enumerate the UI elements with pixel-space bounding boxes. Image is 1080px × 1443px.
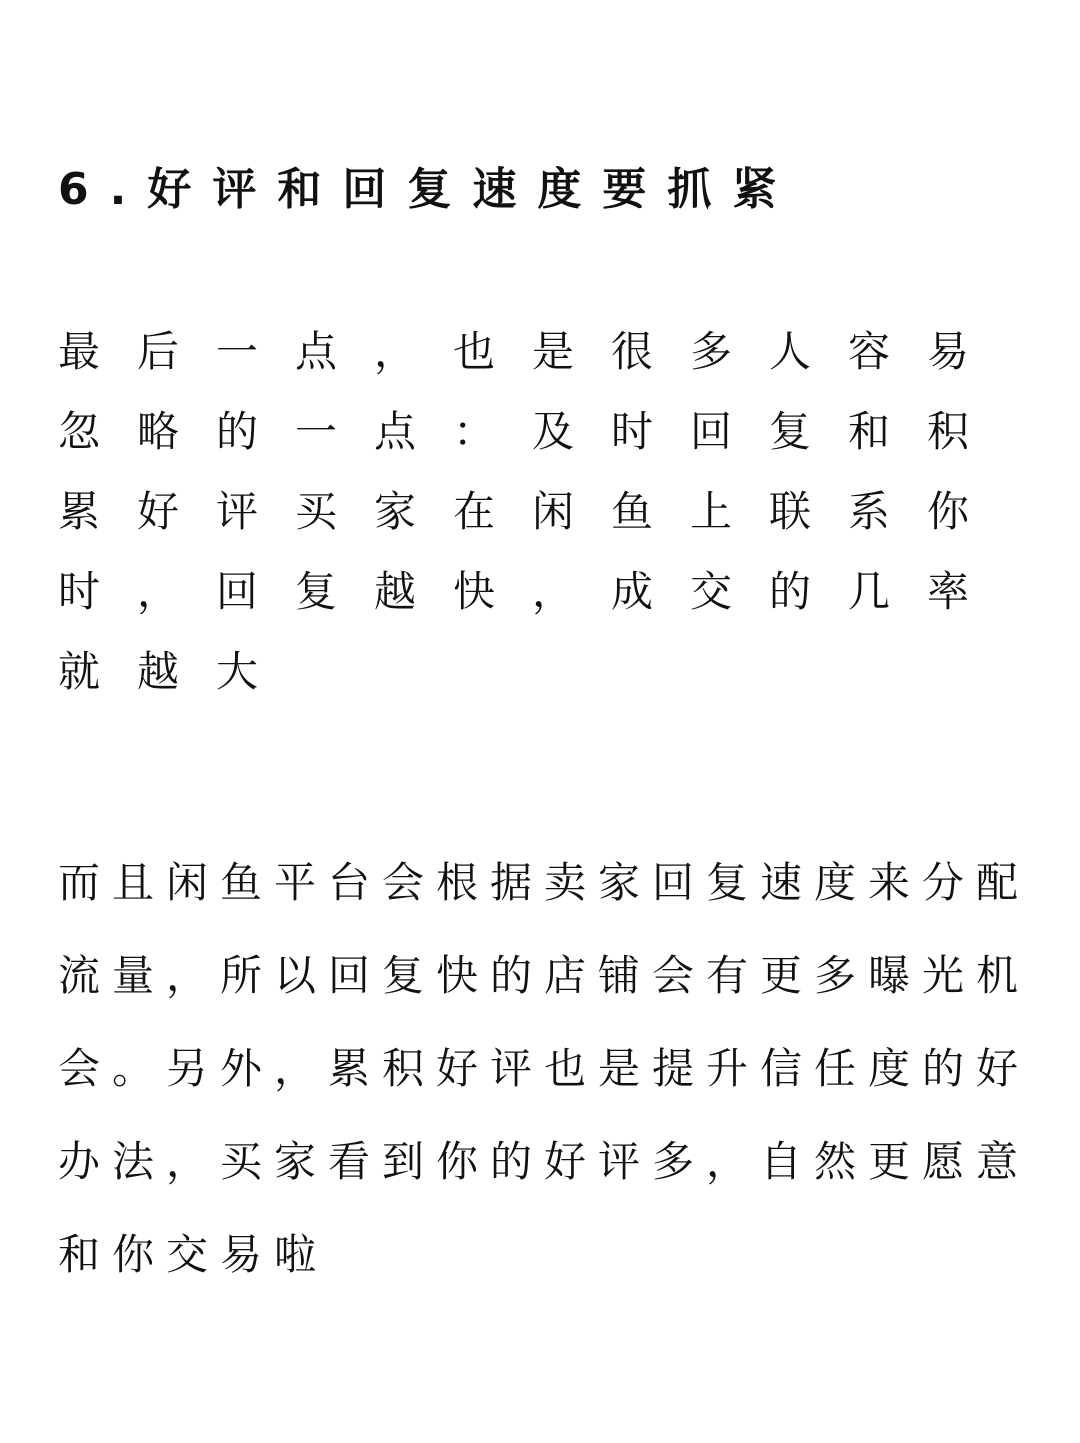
paragraph-line: 忽略的一点：及时回复和积 — [58, 407, 1007, 456]
paragraph-line: 办法，买家看到你的好评多，自然更愿意 — [58, 1137, 1031, 1186]
paragraph-line: 流量，所以回复快的店铺会有更多曝光机 — [58, 951, 1031, 1000]
paragraph-line: 和你交易啦 — [58, 1230, 329, 1279]
paragraph-intro — [58, 312, 1018, 712]
paragraph-line: 而且闲鱼平台会根据卖家回复速度来分配 — [58, 858, 1031, 907]
section-heading: 6.好评和回复速度要抓紧 — [58, 164, 798, 215]
paragraph-line: 就越大 — [58, 647, 296, 696]
paragraph-line: 累好评买家在闲鱼上联系你 — [58, 487, 1007, 536]
paragraph-line: 最后一点，也是很多人容易 — [58, 327, 1007, 376]
paragraph-line: 会。另外，累积好评也是提升信任度的好 — [58, 1044, 1031, 1093]
paragraph-line: 时，回复越快，成交的几率 — [58, 567, 1007, 616]
paragraph-detail — [58, 836, 1058, 1301]
